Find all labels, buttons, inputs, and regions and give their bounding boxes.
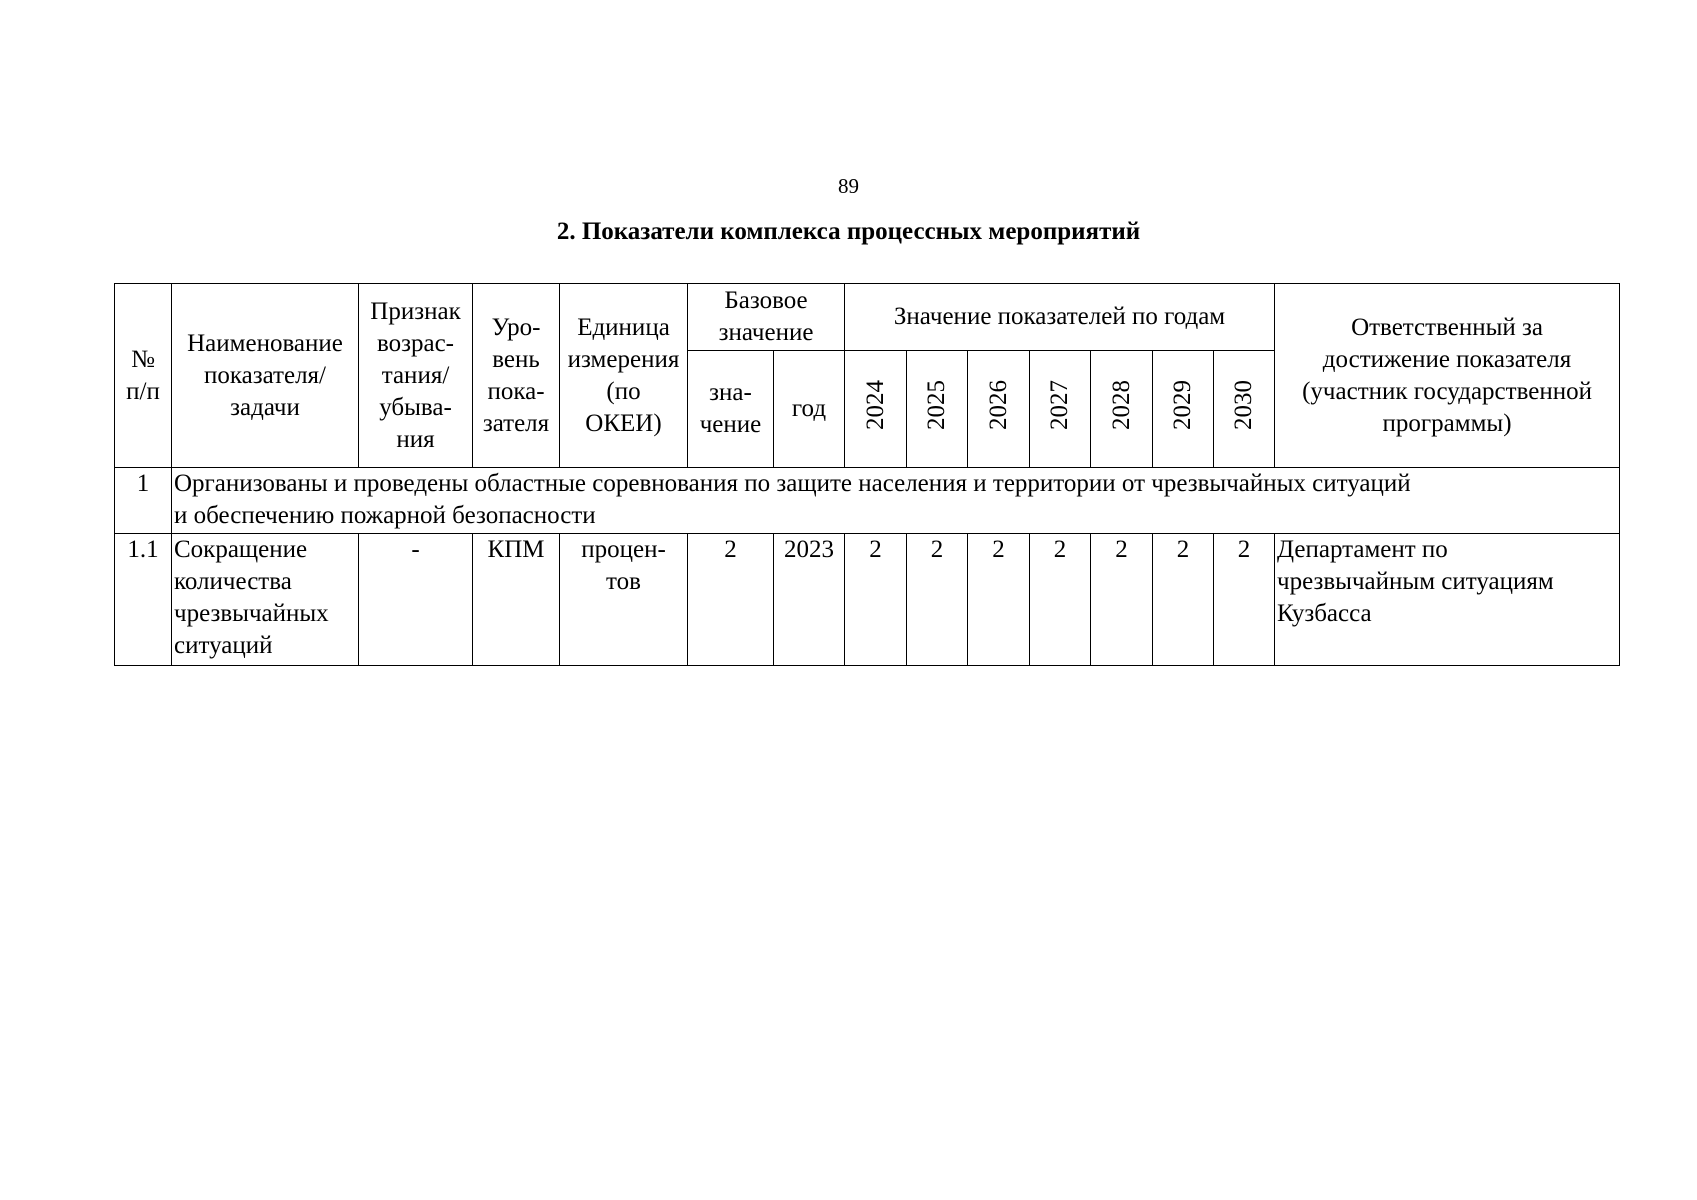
header-year: 2030 [1214,351,1275,468]
page-number: 89 [838,174,859,198]
header-years-group: Значение показателей по годам [845,284,1275,351]
row-base-value: 2 [688,534,774,666]
row-sign: - [359,534,473,666]
header-responsible: Ответственный за достижение показателя (участник государственной программы) [1275,284,1620,468]
header-year: 2024 [845,351,907,468]
header-sign: Признак возрас- тания/ убыва- ния [359,284,473,468]
section-title: 2. Показатели комплекса процессных мероприятий [556,218,1141,245]
header-unit: Единица измерения (по ОКЕИ) [560,284,688,468]
header-num: № п/п [115,284,172,468]
row-base-year: 2023 [774,534,845,666]
section-num: 1 [115,468,172,534]
row-name: Сокращение количества чрезвычайных ситуаций [172,534,359,666]
row-responsible: Департамент по чрезвычайным ситуациям Кузбасса [1275,534,1620,666]
header-year: 2028 [1091,351,1153,468]
section-row [115,468,1620,534]
header-base: Базовое значение [688,284,845,351]
row-num: 1.1 [115,534,172,666]
indicators-table [114,283,1620,666]
row-year-value: 2 [968,534,1030,666]
row-level: КПМ [473,534,560,666]
header-name: Наименование показателя/ задачи [172,284,359,468]
header-year: 2029 [1153,351,1214,468]
header-year: 2027 [1030,351,1091,468]
header-year: 2025 [907,351,968,468]
header-level: Уро- вень пока- зателя [473,284,560,468]
row-year-value: 2 [1214,534,1275,666]
row-year-value: 2 [907,534,968,666]
row-year-value: 2 [1153,534,1214,666]
row-unit: процен- тов [560,534,688,666]
row-year-value: 2 [1030,534,1091,666]
header-year: 2026 [968,351,1030,468]
header-base-value: зна- чение [688,351,774,468]
table-row [115,534,1620,666]
row-year-value: 2 [1091,534,1153,666]
section-text: Организованы и проведены областные соревнования по защите населения и территории от чрезвычайных ситуаций и обеспечению пожарной безопасности [172,468,1620,534]
row-year-value: 2 [845,534,907,666]
header-base-year: год [774,351,845,468]
